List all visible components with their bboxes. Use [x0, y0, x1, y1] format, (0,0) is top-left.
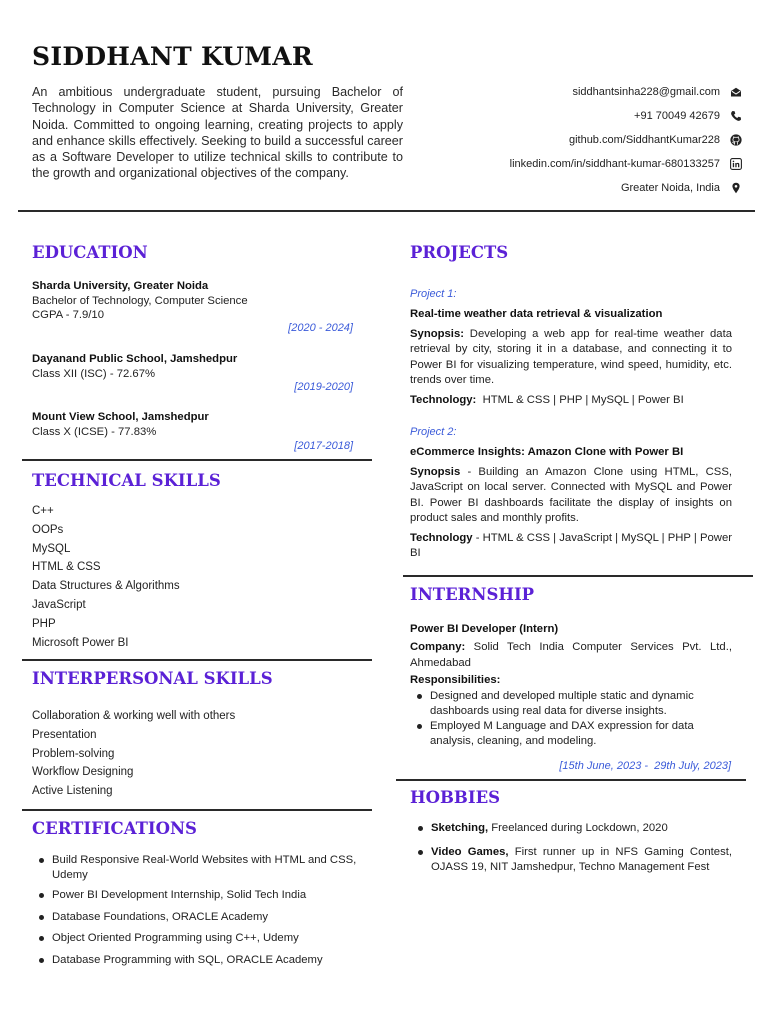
hobby-label: Sketching, — [431, 822, 489, 834]
responsibility-item: Designed and developed multiple static and dynamic dashboards using real data for diverse insights. — [410, 689, 732, 718]
technology-label: Technology — [410, 532, 473, 544]
projects-title: PROJECTS — [410, 243, 509, 262]
company-text: Solid Tech India Computer Services Pvt. Ltd., Ahmedabad — [410, 640, 732, 669]
certification-item: Database Programming with SQL, ORACLE Academy — [32, 953, 367, 968]
project-item — [410, 425, 732, 561]
project-name: eCommerce Insights: Amazon Clone with Power BI — [410, 445, 684, 458]
skill-item: OOPs — [32, 523, 64, 536]
synopsis-label: Synopsis — [410, 466, 461, 479]
technical-skills-list — [32, 502, 180, 652]
education-date: [2017-2018] — [294, 440, 353, 452]
synopsis-label: Synopsis: — [410, 328, 464, 341]
technology-label: Technology: — [410, 394, 477, 406]
hobby-label: Video Games, — [431, 845, 509, 858]
skill-item: Active Listening — [32, 785, 113, 798]
certifications-title: CERTIFICATIONS — [32, 819, 197, 838]
phone-icon — [730, 110, 742, 122]
github-text: github.com/SiddhantKumar228 — [568, 134, 720, 146]
responsibilities-label: Responsibilities: — [410, 673, 501, 686]
skill-item: Workflow Designing — [32, 766, 134, 779]
responsibility-item: Employed M Language and DAX expression for data analysis, cleaning, and modeling. — [410, 719, 732, 748]
contact-github[interactable] — [412, 128, 742, 152]
synopsis-text: Developing a web app for real-time weather data retrieval by city, storing it in a database, and connecting it to Power BI for visualizing temperature, wind speed, humidity, etc. trends over time. — [410, 328, 732, 386]
education-date: [2020 - 2024] — [288, 322, 353, 334]
company-label: Company: — [410, 640, 466, 653]
hobby-text: Freelanced during Lockdown, 2020 — [488, 822, 668, 834]
mail-icon — [730, 86, 742, 98]
project-label: Project 2: — [410, 426, 457, 438]
contact-email[interactable] — [412, 80, 742, 104]
section-divider — [22, 809, 372, 811]
internship-block — [410, 622, 732, 749]
certifications-list — [32, 853, 367, 968]
contact-location — [412, 176, 742, 200]
internship-company — [410, 639, 732, 671]
skill-item: Presentation — [32, 728, 97, 741]
education-item — [32, 410, 362, 439]
grade-text: Class XII (ISC) - 72.67% — [32, 367, 156, 380]
hobbies-title: HOBBIES — [410, 788, 501, 807]
section-divider — [22, 659, 372, 661]
internship-role: Power BI Developer (Intern) — [410, 623, 559, 635]
project-synopsis — [410, 327, 732, 388]
project-synopsis — [410, 465, 732, 526]
skill-item: Problem-solving — [32, 747, 115, 760]
linkedin-icon — [730, 158, 742, 170]
hobby-item — [411, 821, 732, 836]
skill-item: Data Structures & Algorithms — [32, 580, 180, 593]
project-label: Project 1: — [410, 288, 457, 300]
degree-text: Bachelor of Technology, Computer Science — [32, 294, 248, 307]
phone-text: +91 70049 42679 — [634, 110, 720, 122]
education-item — [32, 279, 362, 323]
interpersonal-skills-list — [32, 707, 235, 801]
contact-phone[interactable] — [412, 104, 742, 128]
contact-block — [412, 80, 742, 200]
certification-item: Object Oriented Programming using C++, Udemy — [32, 931, 367, 946]
education-date: [2019-2020] — [294, 381, 353, 393]
hobby-item — [411, 845, 732, 875]
hobbies-list — [411, 821, 732, 875]
skill-item: HTML & CSS — [32, 561, 101, 574]
location-text: Greater Noida, India — [620, 182, 720, 194]
project-technology — [410, 531, 732, 561]
internship-title: INTERNSHIP — [410, 585, 535, 604]
email-text: siddhantsinha228@gmail.com — [572, 86, 720, 98]
skill-item: Microsoft Power BI — [32, 636, 129, 649]
responsibilities-list — [410, 689, 732, 748]
internship-date: [15th June, 2023 - 29th July, 2023] — [559, 760, 731, 772]
interpersonal-skills-title: INTERPERSONAL SKILLS — [32, 669, 273, 688]
header-divider — [18, 210, 755, 212]
skill-item: C++ — [32, 505, 54, 517]
certification-item: Power BI Development Internship, Solid Tech India — [32, 888, 367, 903]
skill-item: PHP — [32, 617, 56, 630]
skill-item: JavaScript — [32, 598, 86, 611]
certification-item: Build Responsive Real-World Websites with HTML and CSS, Udemy — [32, 853, 367, 882]
skill-item: Collaboration & working well with others — [32, 710, 236, 722]
project-item — [410, 287, 732, 408]
github-icon — [730, 134, 742, 146]
education-item — [32, 352, 362, 381]
contact-linkedin[interactable] — [412, 152, 742, 176]
linkedin-text: linkedin.com/in/siddhant-kumar-680133257 — [509, 158, 720, 170]
section-divider — [403, 575, 753, 577]
hobby-text: First runner up in NFS Gaming Contest, OJASS 19, NIT Jamshedpur, Techno Management Fest — [431, 845, 732, 873]
profile-summary: An ambitious undergraduate student, pursuing Bachelor of Technology in Computer Science at Sharda University, Greater Noida. Committed to ongoing learning, creating projects to apply and enhance skills effectively. Seeking to build a successful career as a Software Developer to utilize technical skills to contribute to the growth and organizational objectives of the company. — [32, 85, 403, 181]
education-title: EDUCATION — [32, 243, 148, 262]
synopsis-text: - Building an Amazon Clone using HTML, CSS, JavaScript on local server. Connected with MySQL and Power BI. Power BI dashboards facilitate the display of insights on product sales and monthly profits. — [410, 466, 732, 524]
section-divider — [22, 459, 372, 461]
skill-item: MySQL — [32, 542, 71, 555]
grade-text: CGPA - 7.9/10 — [32, 309, 105, 322]
school-name: Dayanand Public School, Jamshedpur — [32, 353, 238, 365]
school-name: Sharda University, Greater Noida — [32, 280, 209, 292]
candidate-name: SIDDHANT KUMAR — [32, 42, 313, 71]
location-pin-icon — [730, 182, 742, 194]
technical-skills-title: TECHNICAL SKILLS — [32, 471, 221, 490]
section-divider — [396, 779, 746, 781]
project-technology — [410, 393, 732, 408]
technology-text: - HTML & CSS | JavaScript | MySQL | PHP | Power BI — [410, 532, 732, 560]
technology-text: HTML & CSS | PHP | MySQL | Power BI — [476, 394, 684, 406]
school-name: Mount View School, Jamshedpur — [32, 411, 209, 423]
certification-item: Database Foundations, ORACLE Academy — [32, 910, 367, 925]
grade-text: Class X (ICSE) - 77.83% — [32, 425, 157, 438]
project-name: Real-time weather data retrieval & visualization — [410, 307, 663, 320]
